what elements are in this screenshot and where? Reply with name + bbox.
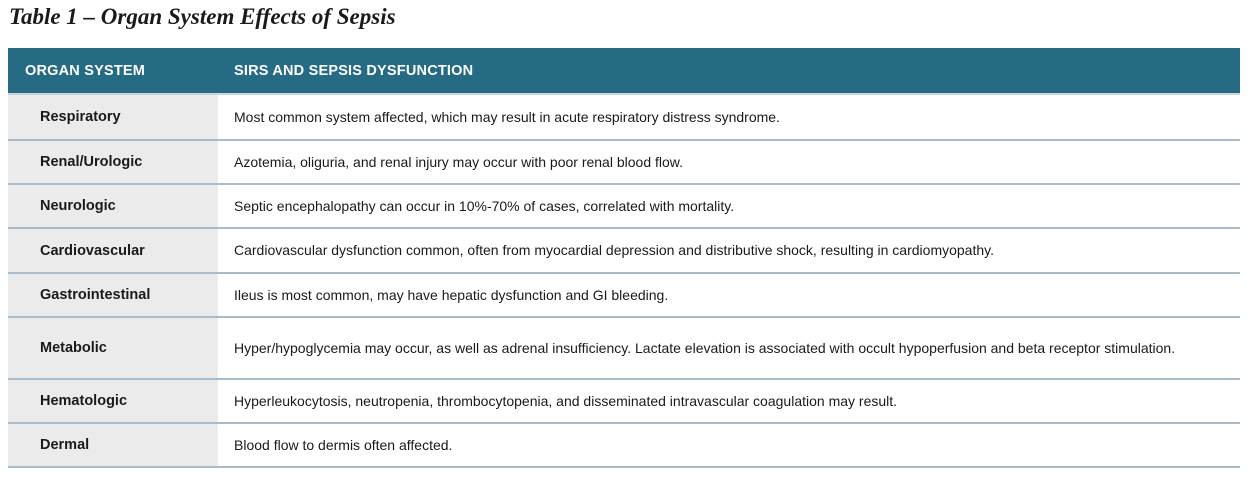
dysfunction-cell: Hyper/hypoglycemia may occur, as well as adrenal insufficiency. Lactate elevation is associated with occult hypoperfusion and beta receptor stimulation. <box>218 317 1240 379</box>
table-header-row <box>8 48 1240 94</box>
table-row <box>8 140 1240 184</box>
table-row <box>8 273 1240 317</box>
header-organ-system: ORGAN SYSTEM <box>8 48 218 94</box>
organ-cell: Metabolic <box>8 317 218 379</box>
organ-cell: Respiratory <box>8 94 218 140</box>
dysfunction-cell: Cardiovascular dysfunction common, often from myocardial depression and distributive shock, resulting in cardiomyopathy. <box>218 228 1240 273</box>
table-row <box>8 423 1240 467</box>
organ-cell: Cardiovascular <box>8 228 218 273</box>
dysfunction-cell: Hyperleukocytosis, neutropenia, thrombocytopenia, and disseminated intravascular coagulation may result. <box>218 379 1240 423</box>
header-dysfunction: SIRS AND SEPSIS DYSFUNCTION <box>218 48 1240 94</box>
table-row <box>8 184 1240 228</box>
table-row <box>8 379 1240 423</box>
dysfunction-cell: Most common system affected, which may result in acute respiratory distress syndrome. <box>218 94 1240 140</box>
table-caption: Table 1 – Organ System Effects of Sepsis <box>9 4 396 29</box>
table-row <box>8 94 1240 140</box>
organ-cell: Gastrointestinal <box>8 273 218 317</box>
organ-cell: Renal/Urologic <box>8 140 218 184</box>
dysfunction-cell: Blood flow to dermis often affected. <box>218 423 1240 467</box>
organ-cell: Hematologic <box>8 379 218 423</box>
dysfunction-cell: Septic encephalopathy can occur in 10%-70% of cases, correlated with mortality. <box>218 184 1240 228</box>
sepsis-organ-table <box>8 48 1240 468</box>
table-row <box>8 228 1240 273</box>
dysfunction-cell: Ileus is most common, may have hepatic dysfunction and GI bleeding. <box>218 273 1240 317</box>
table-row <box>8 317 1240 379</box>
organ-cell: Dermal <box>8 423 218 467</box>
dysfunction-cell: Azotemia, oliguria, and renal injury may occur with poor renal blood flow. <box>218 140 1240 184</box>
organ-cell: Neurologic <box>8 184 218 228</box>
